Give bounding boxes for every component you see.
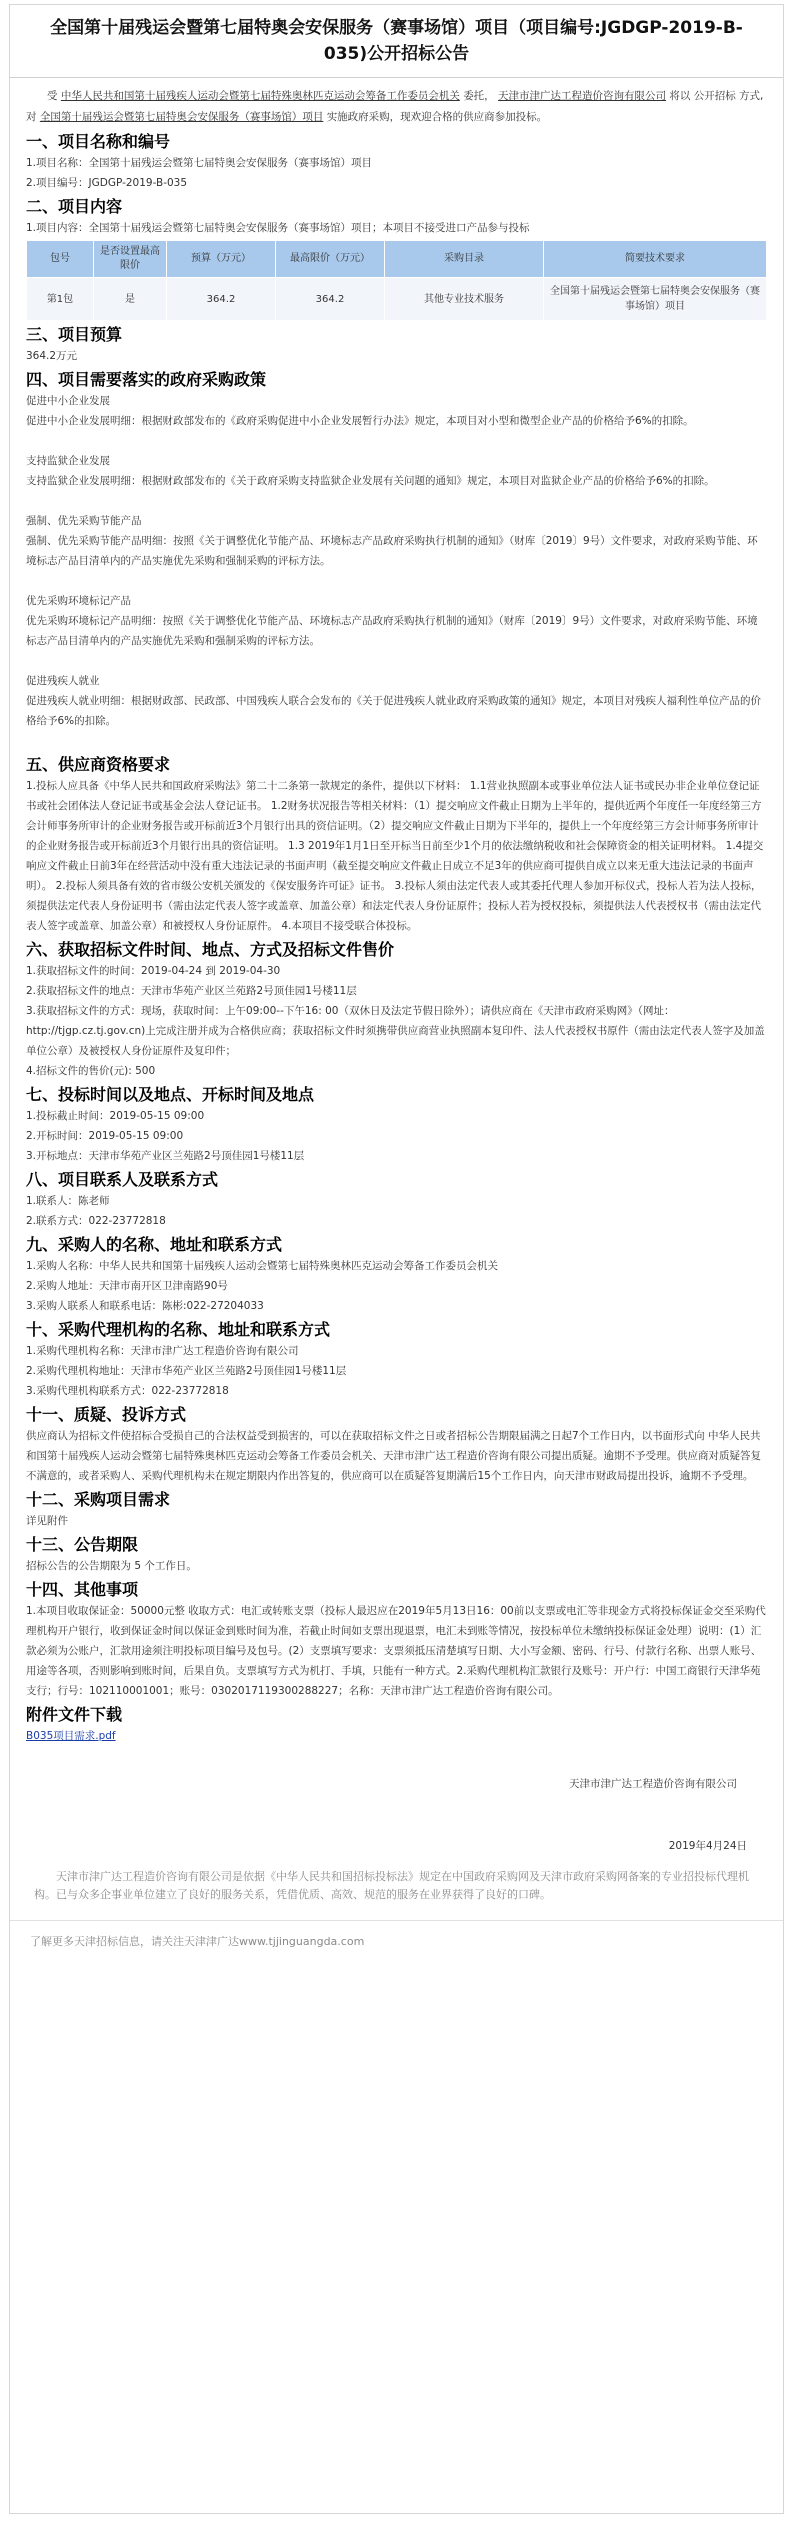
attachment-link[interactable]: B035项目需求.pdf — [26, 1730, 116, 1742]
section-heading-14: 十四、其他事项 — [26, 1580, 139, 1599]
intro-project: 全国第十届残运会暨第七届特奥会安保服务（赛事场馆）项目 — [39, 111, 324, 123]
table-header: 是否设置最高限价 — [94, 241, 167, 278]
package-table — [26, 240, 767, 321]
budget-value: 364.2万元 — [26, 350, 78, 362]
announcement-content — [10, 78, 783, 1856]
section-heading-12: 十二、采购项目需求 — [26, 1490, 171, 1509]
s6-item: 4.招标文件的售价(元): 500 — [26, 1065, 156, 1077]
s9-item: 1.采购人名称：中华人民共和国第十届残疾人运动会暨第七届特殊奥林匹克运动会筹备工作委员会机关 — [26, 1260, 499, 1272]
table-cell: 全国第十届残运会暨第七届特奥会安保服务（赛事场馆）项目 — [544, 278, 767, 321]
intro-paragraph — [26, 86, 767, 128]
intro-mid1: 委托， — [463, 90, 495, 102]
s9-item: 3.采购人联系人和联系电话：陈彬:022-27204033 — [26, 1300, 264, 1312]
section-heading-4: 四、项目需要落实的政府采购政策 — [26, 370, 267, 389]
announcement-page — [9, 4, 784, 2514]
section-heading-6: 六、获取招标文件时间、地点、方式及招标文件售价 — [26, 940, 395, 959]
policy-title: 优先采购环境标记产品 — [26, 595, 131, 607]
policy-body: 促进残疾人就业明细：根据财政部、民政部、中国残疾人联合会发布的《关于促进残疾人就业政府采购政策的通知》规定，本项目对残疾人福利性单位产品的价格给予6%的扣除。 — [26, 695, 761, 727]
table-cell: 第1包 — [27, 278, 94, 321]
s7-item: 1.投标截止时间：2019-05-15 09:00 — [26, 1110, 205, 1122]
complaint-body: 供应商认为招标文件使招标合受损自己的合法权益受到损害的，可以在获取招标文件之日或者招标公告期限届满之日起7个工作日内，以书面形式向 中华人民共和国第十届残疾人运动会暨第七届特殊奥林匹克运动会筹备工作委员会机关、天津市津广达工程造价咨询有限公司提出质疑。逾期不予受理。供应商对质疑答复不满意的，或者采购人、采购代理机构未在规定期限内作出答复的，供应商可以在质疑答复期满后15个工作日内，向天津市财政局提出投诉，逾期不予受理。 — [26, 1430, 761, 1482]
intro-suffix: 实施政府采购，现欢迎合格的供应商参加投标。 — [326, 111, 548, 123]
table-header: 最高限价（万元） — [276, 241, 385, 278]
policy-body: 促进中小企业发展明细：根据财政部发布的《政府采购促进中小企业发展暂行办法》规定，本项目对小型和微型企业产品的价格给予6%的扣除。 — [26, 415, 694, 427]
s10-item: 3.采购代理机构联系方式：022-23772818 — [26, 1385, 229, 1397]
page-title: 全国第十届残运会暨第七届特奥会安保服务（赛事场馆）项目（项目编号:JGDGP-2019-B-035)公开招标公告 — [10, 5, 783, 78]
footer-follow: 了解更多天津招标信息，请关注天津津广达www.tjjinguangda.com — [10, 1920, 783, 1961]
s10-item: 1.采购代理机构名称：天津市津广达工程造价咨询有限公司 — [26, 1345, 299, 1357]
attachments-heading: 附件文件下载 — [26, 1705, 123, 1724]
table-cell: 其他专业技术服务 — [385, 278, 544, 321]
section-heading-9: 九、采购人的名称、地址和联系方式 — [26, 1235, 283, 1254]
section-heading-1: 一、项目名称和编号 — [26, 132, 171, 151]
intro-mid2: 将以 公开招标 方式,对 — [26, 90, 764, 123]
signature-date: 2019年4月24日 — [668, 1840, 747, 1852]
s8-item: 2.联系方式：022-23772818 — [26, 1215, 166, 1227]
table-row — [27, 278, 767, 321]
policy-title: 促进中小企业发展 — [26, 395, 110, 407]
policy-body: 强制、优先采购节能产品明细：按照《关于调整优化节能产品、环境标志产品政府采购执行机制的通知》（财库〔2019〕9号）文件要求，对政府采购节能、环境标志产品目清单内的产品实施优先采购和强制采购的评标方法。 — [26, 535, 758, 567]
s7-item: 2.开标时间：2019-05-15 09:00 — [26, 1130, 184, 1142]
section-heading-10: 十、采购代理机构的名称、地址和联系方式 — [26, 1320, 331, 1339]
footer-about: 天津市津广达工程造价咨询有限公司是依据《中华人民共和国招标投标法》规定在中国政府采购网及天津市政府采购网备案的专业招投标代理机构。已与众多企事业单位建立了良好的服务关系，凭借优质、高效、规范的服务在业界获得了良好的口碑。 — [34, 1870, 749, 1901]
notice-period-body: 招标公告的公告期限为 5 个工作日。 — [26, 1560, 197, 1572]
table-header: 简要技术要求 — [544, 241, 767, 278]
table-header: 预算（万元） — [167, 241, 276, 278]
policy-title: 支持监狱企业发展 — [26, 455, 110, 467]
section-heading-11: 十一、质疑、投诉方式 — [26, 1405, 187, 1424]
s6-item: 2.获取招标文件的地点：天津市华苑产业区兰苑路2号顶佳园1号楼11层 — [26, 985, 357, 997]
intro-purchaser: 中华人民共和国第十届残疾人运动会暨第七届特殊奥林匹克运动会筹备工作委员会机关 — [60, 90, 460, 102]
table-cell: 364.2 — [167, 278, 276, 321]
intro-prefix: 受 — [47, 90, 58, 102]
s9-item: 2.采购人地址：天津市南开区卫津南路90号 — [26, 1280, 228, 1292]
section-heading-3: 三、项目预算 — [26, 325, 123, 344]
s7-item: 3.开标地点：天津市华苑产业区兰苑路2号顶佳园1号楼11层 — [26, 1150, 305, 1162]
section-heading-8: 八、项目联系人及联系方式 — [26, 1170, 219, 1189]
section-heading-13: 十三、公告期限 — [26, 1535, 139, 1554]
intro-agency: 天津市津广达工程造价咨询有限公司 — [498, 90, 667, 102]
s6-item: 3.获取招标文件的方式：现场，获取时间：上午09:00--下午16: 00（双休日及法定节假日除外）；请供应商在《天津市政府采购网》（网址：http://tjgp.cz.tj.gov.cn)上完成注册并成为合格供应商；获取招标文件时须携带供应商营业执照副本复印件、法人代表授权书原件（需由法定代表人签字及加盖单位公章）及被授权人身份证原件及复印件； — [26, 1005, 765, 1057]
section-heading-7: 七、投标时间以及地点、开标时间及地点 — [26, 1085, 315, 1104]
policy-body: 优先采购环境标记产品明细：按照《关于调整优化节能产品、环境标志产品政府采购执行机制的通知》（财库〔2019〕9号）文件要求，对政府采购节能、环境标志产品目清单内的产品实施优先采购和强制采购的评标方法。 — [26, 615, 758, 647]
policy-title: 促进残疾人就业 — [26, 675, 100, 687]
table-cell: 364.2 — [276, 278, 385, 321]
policy-title: 强制、优先采购节能产品 — [26, 515, 142, 527]
section-heading-5: 五、供应商资格要求 — [26, 755, 171, 774]
s10-item: 2.采购代理机构地址：天津市华苑产业区兰苑路2号顶佳园1号楼11层 — [26, 1365, 347, 1377]
qualification-body: 1.投标人应具备《中华人民共和国政府采购法》第二十二条第一款规定的条件，提供以下材料： 1.1营业执照副本或事业单位法人证书或民办非企业单位登记证书或社会团体法人登记证书或基金会法人登记证书。 1.2财务状况报告等相关材料：（1）提交响应文件截止日期为上半年的，提供近两个年度任一年度经第三方会计师事务所审计的企业财务报告或开标前近3个月银行出具的资信证明。（2）提交响应文件截止日期为下半年的，提供上一个年度经第三方会计师事务所审计的企业财务报告或开标前近3个月银行出具的资信证明。 1.3 2019年1月1日至开标当日前至少1个月的依法缴纳税收和社会保障资金的相关证明材料。 1.4提交响应文件截止日前3年在经营活动中没有重大违法记录的书面声明（截至提交响应文件截止日成立不足3年的供应商可提供自成立以来无重大违法记录的书面声明）。 2.投标人须具备有效的省市级公安机关颁发的《保安服务许可证》证书。 3.投标人须由法定代表人或其委托代理人参加开标仪式，投标人若为法人投标，须提供法定代表人身份证明书（需由法定代表人签字或盖章、加盖公章）和法定代表人身份证原件；投标人若为授权投标，须提供法人代表授权书（需由法定代表人签字或盖章、加盖公章）和被授权人身份证原件。 4.本项目不接受联合体投标。 — [26, 780, 764, 932]
s1-item: 1.项目名称：全国第十届残运会暨第七届特奥会安保服务（赛事场馆）项目 — [26, 157, 373, 169]
table-header: 采购目录 — [385, 241, 544, 278]
s8-item: 1.联系人：陈老师 — [26, 1195, 110, 1207]
s1-item: 2.项目编号：JGDGP-2019-B-035 — [26, 177, 188, 189]
policy-body: 支持监狱企业发展明细：根据财政部发布的《关于政府采购支持监狱企业发展有关问题的通知》规定，本项目对监狱企业产品的价格给予6%的扣除。 — [26, 475, 715, 487]
table-header: 包号 — [27, 241, 94, 278]
table-header-row — [27, 241, 767, 278]
signature-company: 天津市津广达工程造价咨询有限公司 — [569, 1778, 737, 1790]
section-heading-2: 二、项目内容 — [26, 197, 123, 216]
table-cell: 是 — [94, 278, 167, 321]
s2-desc: 1.项目内容：全国第十届残运会暨第七届特奥会安保服务（赛事场馆）项目；本项目不接受进口产品参与投标 — [26, 222, 530, 234]
s6-item: 1.获取招标文件的时间：2019-04-24 到 2019-04-30 — [26, 965, 281, 977]
requirements-body: 详见附件 — [26, 1515, 68, 1527]
other-matters-body: 1.本项目收取保证金：50000元整 收取方式：电汇或转账支票（投标人最迟应在2019年5月13日16：00前以支票或电汇等非现金方式将投标保证金交至采购代理机构开户银行，收到保证金时间以保证金到账时间为准，若截止时间如支票出现退票，电汇未到账等情况，按投标单位未缴纳投标保证金处理）说明：(1）汇款必须为公账户，汇款用途须注明投标项目编号及包号。(2）支票填写要求：支票须抵压清楚填写日期、大小写金额、密码、行号、付款行名称、出票人账号、用途等各项，否则影响到账时间，后果自负。支票填写方式为机打、手填，只能有一种方式。2.采购代理机构汇款银行及账号：开户行：中国工商银行天津华苑支行；行号：102110001001；账号：0302017119300288227；名称：天津市津广达工程造价咨询有限公司。 — [26, 1605, 766, 1697]
